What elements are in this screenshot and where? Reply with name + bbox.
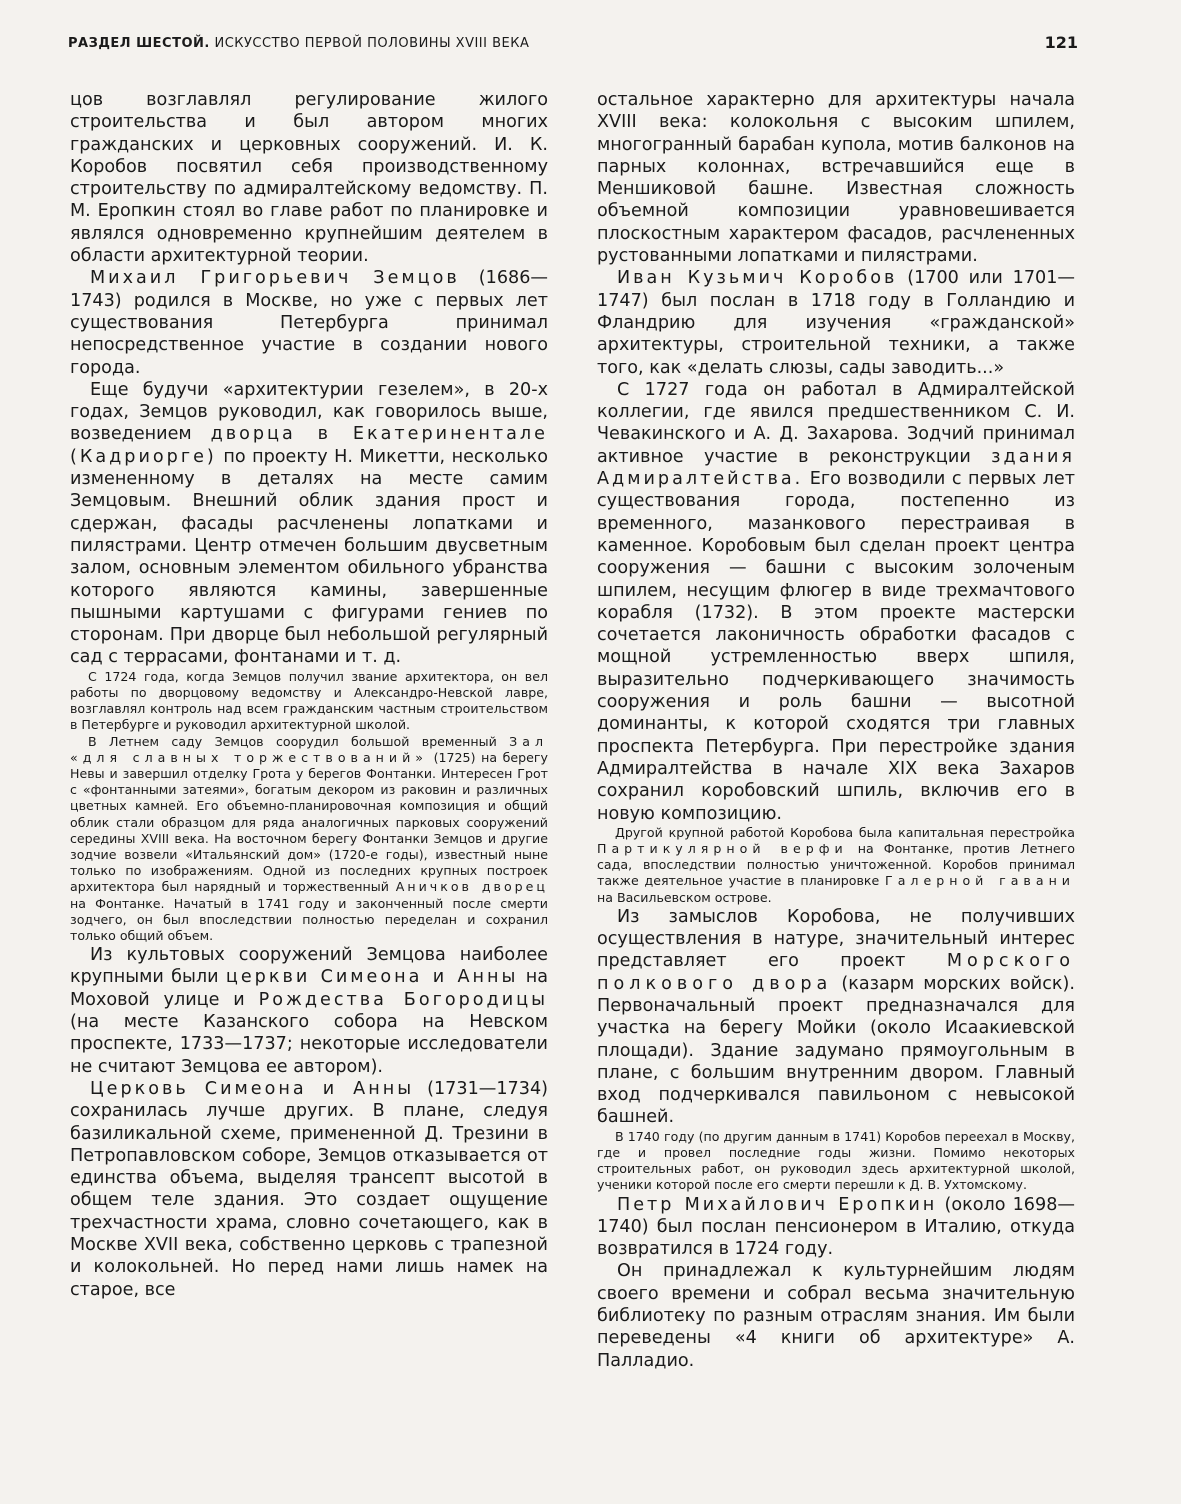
spaced-term-church-simeon-anna: Церковь Симеона и Анны (90, 1078, 415, 1099)
spaced-term-naval-regiment-yard: Морского полкового двора (597, 951, 1075, 994)
footnote-text: Другой крупной работой Коробова была капитальная перестройка (615, 824, 1075, 840)
paragraph-text: (на месте Казанского собора на Невском проспекте, 1733—1737; некоторые исследователи не считают Земцова ее автором). (70, 1012, 548, 1077)
paragraph-korobov-bio (597, 267, 1075, 378)
paragraph-churches (70, 944, 548, 1078)
paragraph-zemtsov-bio (70, 267, 548, 378)
paragraph-intro: цов возглавлял регулирование жилого строительства и был автором многих гражданских и церковных сооружений. И. К. Коробов посвятил себя производственному строительству по адмиралтейскому ведомству. П. М. Еропкин стоял во главе работ по планировке и являлся одновременно крупнейшим деятелем в области архитектурной теории. (70, 90, 548, 267)
paragraph-text: (1686—1743) родился в Москве, но уже с первых лет существования Петербурга принимал непосредственное участие в создании нового города. (70, 268, 548, 378)
spaced-term-admiralty: здания Адмиралтейства. (597, 446, 1075, 490)
right-column (597, 89, 1075, 1372)
spaced-term-nativity: Рождества Богородицы (258, 989, 549, 1010)
spaced-term-festive-hall: Зал «для славных торжествований» (70, 733, 548, 765)
paragraph-text: (1731—1734) сохранилась лучше других. В плане, следуя базиликальной схеме, примененной Д. Трезини в Петропавловском соборе, Земцов отказывается от единства объема, выделяя трансепт высотой в общем теле здания. Это создает ощущение трехчастности храма, словно сочетающего, как в Москве XVII века, собственно церковь с трапезной и колокольней. Но перед нами лишь намек на старое, все (70, 1078, 548, 1300)
paragraph-naval-yard (597, 906, 1075, 1129)
spaced-name-zemtsov: Михаил Григорьевич Земцов (90, 268, 460, 289)
footnote-text: (1725) на берегу Невы и завершил отделку Грота у берегов Фонтанки. Интересен Грот с «фонтанными затеями», богатым декором из раковин и различных цветных камней. Его объемно-планировочная композиция и общий облик стали образцом для ряда аналогичных парковых сооружений середины XVIII века. На восточном берегу Фонтанки Земцов и другие зодчие возвели «Итальянский дом» (1720-е годы), известный ныне только по изображениям. Одной из последних крупных построек архитектора был нарядный и торжественный (70, 749, 548, 895)
spaced-term-kadriorg-palace: дворца в Екатеринентале (Кадриорге) (70, 424, 549, 467)
spaced-term-simeon-anna: церкви Симеона и Анны (225, 967, 519, 988)
paragraph-text: (казарм морских войск). Первоначальный проект предназначался для участка на берегу Мойки (около Исаакиевской площади). Здание задумано прямоугольным в плане, с большим внутренним двором. Главный вход подчеркивался павильоном с невысокой башней. (597, 973, 1075, 1128)
paragraph-continuation: остальное характерно для архитектуры начала XVIII века: колокольня с высоким шпилем, многогранный барабан купола, мотив балконов на парных колоннах, встречавшийся еще в Меншиковой башне. Известная сложность объемной композиции уравновешивается плоскостным характером фасадов, расчлененных рустованными лопатками и пилястрами. (597, 90, 1075, 267)
running-head (68, 36, 1078, 51)
spaced-term-anichkov-palace: Аничков дворец (395, 879, 548, 895)
footnote-zemtsov-career: С 1724 года, когда Земцов получил звание архитектора, он вел работы по дворцовому ведомству и Александро-Невской лавре, возглавлял контроль над всем гражданским частным строительством в Петербурге и руководил архитектурной школой. (70, 668, 548, 733)
section-title: РАЗДЕЛ ШЕСТОЙ. (68, 36, 210, 51)
paragraph-text: Из культовых сооружений Земцова наиболее крупными были (70, 945, 548, 988)
paragraph-simeon-anna-church (70, 1078, 548, 1301)
paragraph-text: Его возводили с первых лет существования города, постепенно из временного, мазанкового перестраивая в каменное. Коробовым был сделан проект центра сооружения — башни с высоким золоченым шпилем, несущим флюгер в виде трехмачтового корабля (1732). В этом проекте мастерски сочетается лаконичность обработки фасадов с мощной устремленностью вверх шпиля, выразительно подчеркивающего значимость сооружения и роль башни — высотной доминанты, к которой сходятся три главных проспекта Петербурга. При перестройке здания Адмиралтейства в начале XIX века Захаров сохранил коробовский шпиль, включив его в новую композицию. (597, 469, 1075, 824)
spaced-name-korobov: Иван Кузьмич Коробов (617, 268, 898, 289)
footnote-text: на Васильевском острове. (597, 889, 772, 905)
footnote-text: на Фонтанке. Начатый в 1741 году и законченный после смерти зодчего, он был впоследствии полностью переделан и сохранил только общий объем. (70, 895, 548, 943)
paragraph-text: Еще будучи «архитектурии гезелем», в 20-х годах, Земцов руководил, как говорилось выше, возведением (70, 379, 548, 445)
spaced-term-shipyard: Партикулярной верфи (597, 841, 848, 856)
footnote-partikular-shipyard (597, 825, 1075, 906)
paragraph-eropkin-library: Он принадлежал к культурнейшим людям своего времени и собрал весьма значительную библиотеку по разным отраслям знания. Им были переведены «4 книги об архитектуре» А. Палладио. (597, 1261, 1075, 1371)
section-subject: ИСКУССТВО ПЕРВОЙ ПОЛОВИНЫ XVIII ВЕКА (214, 36, 530, 51)
paragraph-admiralty (597, 379, 1075, 825)
paragraph-text: (1700 или 1701—1747) был послан в 1718 году в Голландию и Фландрию для изучения «гражданской» архитектуры, строительной техники, а также того, как «делать слюзы, сады заводить...» (597, 268, 1075, 378)
footnote-korobov-moscow: В 1740 году (по другим данным в 1741) Коробов переехал в Москву, где и провел последние годы жизни. Помимо некоторых строительных работ, он руководил здесь архитектурной школой, ученики которой после его смерти перешли к Д. В. Ухтомскому. (597, 1128, 1075, 1193)
footnote-text: В Летнем саду Земцов соорудил большой временный (88, 733, 497, 749)
paragraph-eropkin-bio (597, 1194, 1075, 1261)
paragraph-kadriorg (70, 379, 548, 669)
page-number: 121 (1044, 33, 1078, 52)
paragraph-text: Из замыслов Коробова, не получивших осуществления в натуре, значительный интерес представляет его проект (597, 906, 1075, 972)
paragraph-text: по проекту Н. Микетти, несколько измененному в деталях на месте самим Земцовым. Внешний облик здания прост и сдержан, фасады расчленены лопатками и пилястрами. Центр отмечен большим двусветным залом, основным элементом обильного убранства которого являются камины, завершенные пышными картушами с фигурами гениев по сторонам. При дворце был небольшой регулярный сад с террасами, фонтанами и т. д. (70, 446, 549, 668)
footnote-text: на Фонтанке, против Летнего сада, впоследствии полностью уничтоженной. Коробов принимал также деятельное участие в планировке (597, 841, 1075, 889)
spaced-term-galley-harbor: Галерной гавани (885, 873, 1075, 889)
footnote-summer-garden (70, 734, 548, 945)
spaced-name-eropkin: Петр Михайлович Еропкин (617, 1194, 938, 1215)
paragraph-text: С 1727 года он работал в Адмиралтейской коллегии, где явился предшественником С. И. Чевакинского и А. Д. Захарова. Зодчий принимал активное участие в реконструкции (597, 379, 1075, 467)
paragraph-text: на Моховой улице и (70, 967, 549, 1010)
paragraph-text: (около 1698—1740) был послан пенсионером в Италию, откуда возвратился в 1724 году. (597, 1194, 1075, 1260)
left-column (70, 89, 548, 1301)
